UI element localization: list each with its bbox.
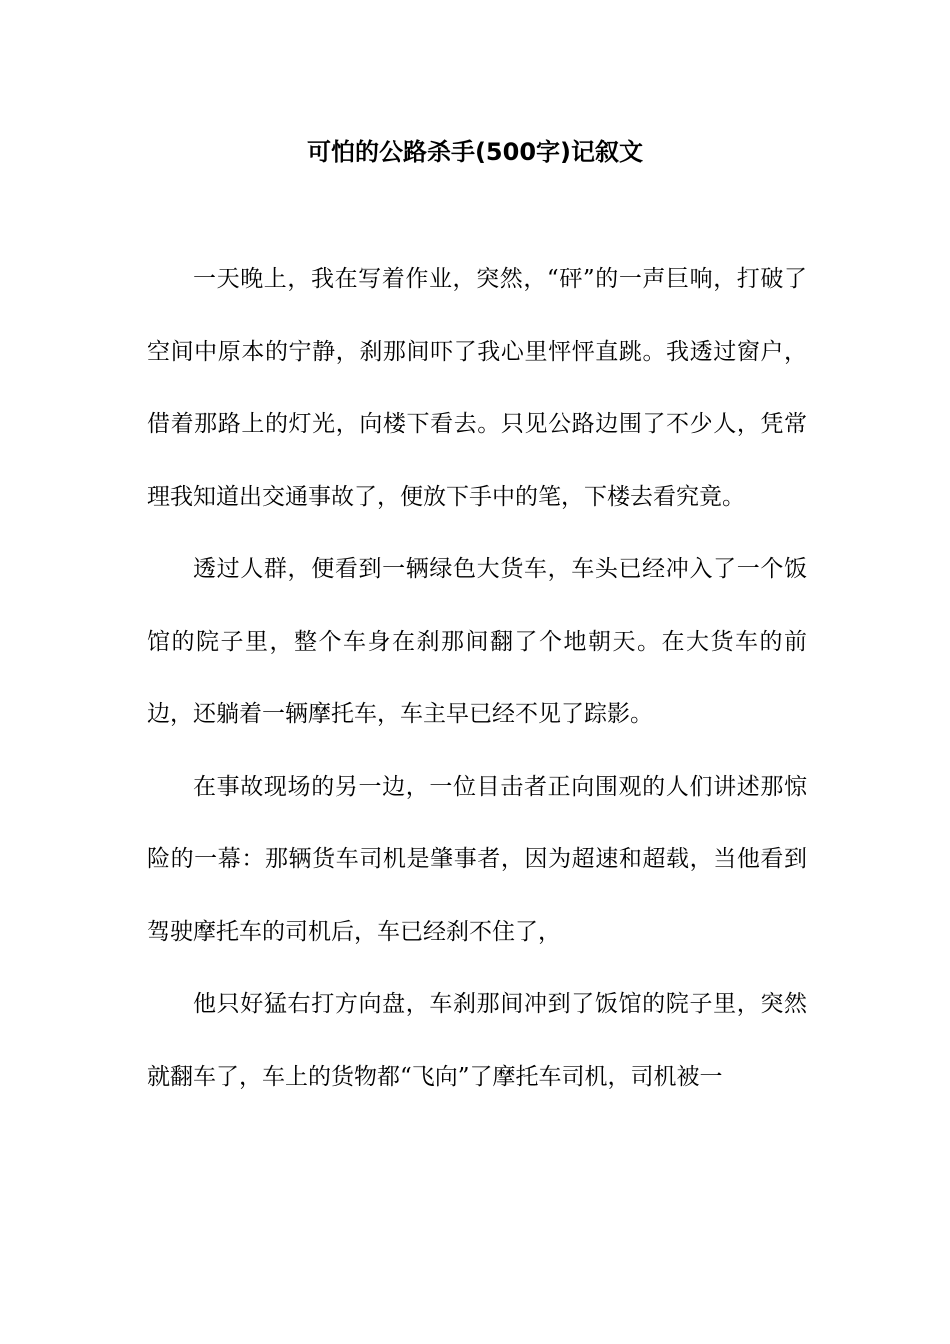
paragraph-4: 他只好猛右打方向盘，车刹那间冲到了饭馆的院子里，突然就翻车了，车上的货物都“飞向”了摩托车司机，司机被一 <box>147 991 807 1090</box>
paragraph-1: 一天晚上，我在写着作业，突然，“砰”的一声巨响，打破了空间中原本的宁静，刹那间吓了我心里怦怦直跳。我透过窗户，借着那路上的灯光，向楼下看去。只见公路边围了不少人，凭常理我知道出交通事故了，便放下手中的笔，下楼去看究竟。 <box>147 266 807 510</box>
document-body <box>147 243 807 1113</box>
paragraph-3: 在事故现场的另一边，一位目击者正向围观的人们讲述那惊险的一幕：那辆货车司机是肇事者，因为超速和超载，当他看到驾驶摩托车的司机后，车已经刹不住了， <box>147 773 807 945</box>
paragraph-2: 透过人群，便看到一辆绿色大货车，车头已经冲入了一个饭馆的院子里，整个车身在刹那间翻了个地朝天。在大货车的前边，还躺着一辆摩托车，车主早已经不见了踪影。 <box>147 556 807 727</box>
document-title: 可怕的公路杀手(500字)记叙文 <box>306 138 644 166</box>
